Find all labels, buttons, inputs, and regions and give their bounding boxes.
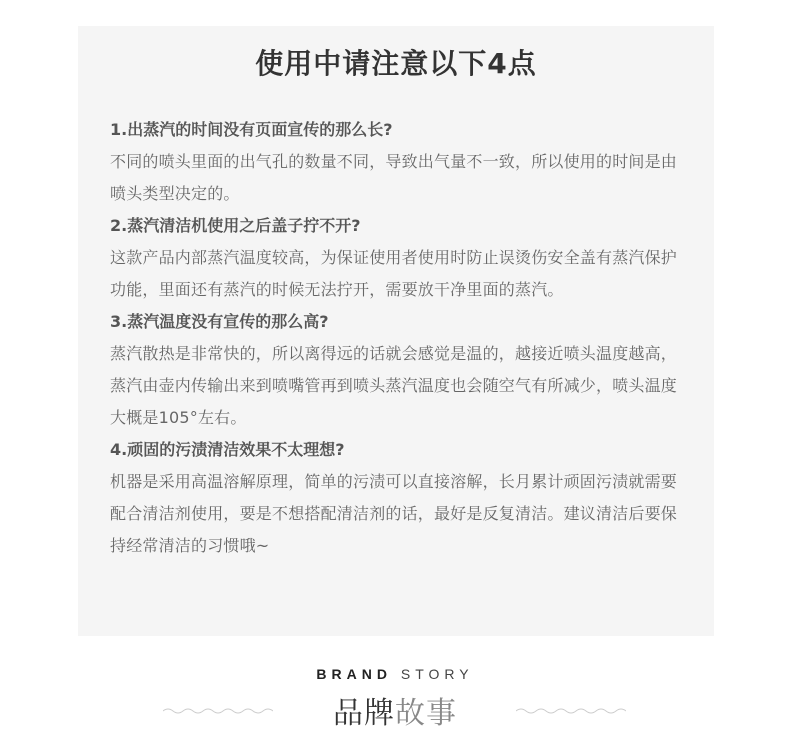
brand-cn-light: 故事: [395, 696, 457, 731]
faq-list: [110, 114, 682, 562]
faq-item-1: [110, 114, 682, 210]
brand-en-light: STORY: [400, 666, 474, 682]
wave-decoration-right-icon: [516, 706, 626, 716]
faq-answer: 不同的喷头里面的出气孔的数量不同，导致出气量不一致，所以使用的时间是由喷头类型决定的。: [110, 152, 678, 203]
brand-en-bold: BRAND: [316, 666, 392, 682]
brand-story-cn: [0, 694, 790, 734]
notice-title: 使用中请注意以下4点: [255, 47, 537, 80]
faq-question: 2.蒸汽清洁机使用之后盖子拧不开?: [110, 216, 361, 235]
faq-question: 1.出蒸汽的时间没有页面宣传的那么长?: [110, 120, 393, 139]
faq-item-4: [110, 434, 682, 562]
faq-answer: 机器是采用高温溶解原理，简单的污渍可以直接溶解，长月累计顽固污渍就需要配合清洁剂使用，要是不想搭配清洁剂的话，最好是反复清洁。建议清洁后要保持经常清洁的习惯哦~: [110, 472, 678, 555]
faq-answer: 这款产品内部蒸汽温度较高，为保证使用者使用时防止误烫伤安全盖有蒸汽保护功能，里面还有蒸汽的时候无法拧开，需要放干净里面的蒸汽。: [110, 248, 678, 299]
usage-notice-box: [78, 26, 714, 636]
faq-question: 4.顽固的污渍清洁效果不太理想?: [110, 440, 345, 459]
faq-answer: 蒸汽散热是非常快的，所以离得远的话就会感觉是温的，越接近喷头温度越高，蒸汽由壶内传输出来到喷嘴管再到喷头蒸汽温度也会随空气有所减少，喷头温度大概是105°左右。: [110, 344, 678, 427]
faq-question: 3.蒸汽温度没有宣传的那么高?: [110, 312, 329, 331]
faq-item-3: [110, 306, 682, 434]
brand-cn-dark: 品牌: [333, 696, 395, 731]
brand-story-en: [0, 666, 790, 682]
faq-item-2: [110, 210, 682, 306]
brand-story-header: [0, 660, 790, 747]
